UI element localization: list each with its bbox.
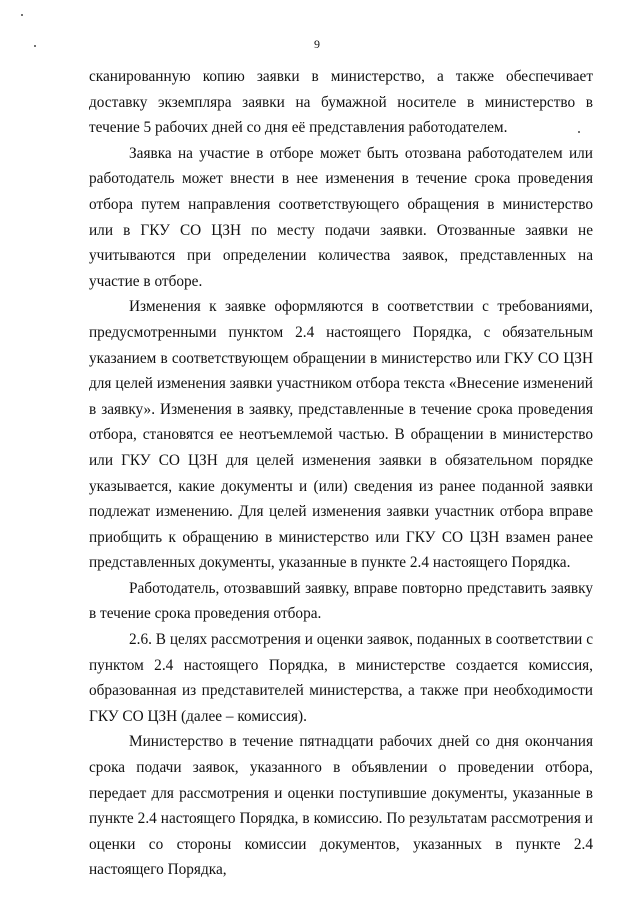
scan-speck bbox=[34, 45, 36, 47]
paragraph-3: Изменения к заявке оформляются в соответствии с требованиями, предусмотренными пунктом 2.4 настоящего Порядка, с обязательным указанием в соответствующем обращении в министерство или ГКУ СО ЦЗН для целей изменения заявки участником отбора текста «Внесение изменений в заявку». Изменения в заявку, представленные в течение срока проведения отбора, становятся ее неотъемлемой частью. В обращении в министерство или ГКУ СО ЦЗН для целей изменения заявки в обязательном порядке указывается, какие документы и (или) сведения из ранее поданной заявки подлежат изменению. Для целей изменения заявки участник отбора вправе приобщить к обращению в министерство или ГКУ СО ЦЗН взамен ранее представленных документы, указанные в пункте 2.4 настоящего Порядка. bbox=[89, 298, 593, 572]
paragraph-2: Заявка на участие в отборе может быть отозвана работодателем или работодатель может внести в нее изменения в течение срока проведения отбора путем направления соответствующего обращения в министерство или в ГКУ СО ЦЗН по месту подачи заявки. Отозванные заявки не учитываются при определении количества заявок, представленных на участие в отборе. bbox=[89, 144, 593, 290]
page-number: 9 bbox=[314, 37, 320, 51]
body-text bbox=[89, 64, 593, 883]
paragraph-5: 2.6. В целях рассмотрения и оценки заявок, поданных в соответствии с пунктом 2.4 настоящего Порядка, в министерстве создается комиссия, образованная из представителей министерства, а также при необходимости ГКУ СО ЦЗН (далее – комиссия). bbox=[89, 631, 593, 725]
scan-speck bbox=[21, 14, 23, 16]
paragraph-6: Министерство в течение пятнадцати рабочих дней со дня окончания срока подачи заявок, указанного в объявлении о проведении отбора, передает для рассмотрения и оценки поступившие документы, указанные в пункте 2.4 настоящего Порядка, в комиссию. По результатам рассмотрения и оценки со стороны комиссии документов, указанных в пункте 2.4 настоящего Порядка, bbox=[89, 733, 593, 879]
paragraph-1: сканированную копию заявки в министерство, а также обеспечивает доставку экземпляра заявки на бумажной носителе в министерство в течение 5 рабочих дней со дня её представления работодателем. bbox=[89, 68, 593, 137]
paragraph-4: Работодатель, отозвавший заявку, вправе повторно представить заявку в течение срока проведения отбора. bbox=[89, 579, 593, 623]
